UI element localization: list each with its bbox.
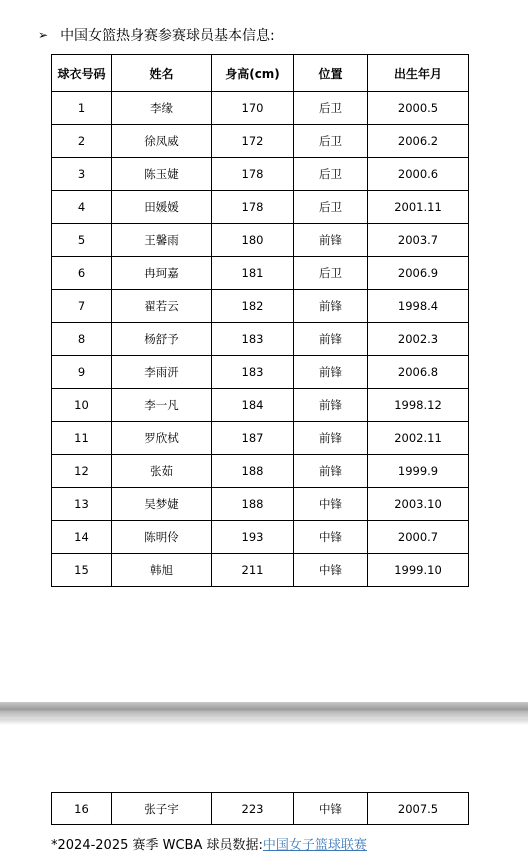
cell-jersey-number: 14 bbox=[52, 521, 112, 554]
page-break-shadow bbox=[0, 719, 528, 725]
cell-height: 188 bbox=[212, 455, 294, 488]
table-row bbox=[52, 257, 469, 290]
player-info-table bbox=[51, 54, 469, 587]
cell-birth-date: 2000.7 bbox=[368, 521, 469, 554]
cell-height: 181 bbox=[212, 257, 294, 290]
cell-name: 陈玉婕 bbox=[112, 158, 212, 191]
cell-jersey-number: 3 bbox=[52, 158, 112, 191]
cell-name: 吴梦婕 bbox=[112, 488, 212, 521]
cell-height: 187 bbox=[212, 422, 294, 455]
table-row bbox=[52, 290, 469, 323]
cell-jersey-number: 12 bbox=[52, 455, 112, 488]
cell-jersey-number: 7 bbox=[52, 290, 112, 323]
table-row bbox=[52, 793, 469, 825]
cell-jersey-number: 1 bbox=[52, 92, 112, 125]
cell-height: 223 bbox=[212, 793, 294, 825]
cell-position: 中锋 bbox=[294, 488, 368, 521]
cell-height: 183 bbox=[212, 323, 294, 356]
arrow-bullet-icon: ➢ bbox=[38, 28, 49, 42]
cell-birth-date: 2001.11 bbox=[368, 191, 469, 224]
table-row bbox=[52, 356, 469, 389]
cell-position: 前锋 bbox=[294, 389, 368, 422]
cell-jersey-number: 10 bbox=[52, 389, 112, 422]
table-row bbox=[52, 125, 469, 158]
cell-jersey-number: 4 bbox=[52, 191, 112, 224]
cell-jersey-number: 15 bbox=[52, 554, 112, 587]
header-birth-date: 出生年月 bbox=[368, 55, 469, 92]
cell-name: 翟若云 bbox=[112, 290, 212, 323]
player-info-table-continued bbox=[51, 792, 469, 825]
cell-position: 中锋 bbox=[294, 793, 368, 825]
cell-position: 中锋 bbox=[294, 554, 368, 587]
cell-position: 后卫 bbox=[294, 191, 368, 224]
table-row bbox=[52, 224, 469, 257]
cell-position: 后卫 bbox=[294, 158, 368, 191]
table-row bbox=[52, 521, 469, 554]
table-row bbox=[52, 191, 469, 224]
cell-height: 178 bbox=[212, 191, 294, 224]
cell-birth-date: 2003.7 bbox=[368, 224, 469, 257]
footnote bbox=[51, 834, 367, 853]
cell-position: 前锋 bbox=[294, 224, 368, 257]
cell-position: 前锋 bbox=[294, 356, 368, 389]
page-break-divider bbox=[0, 702, 528, 719]
cell-name: 张子宇 bbox=[112, 793, 212, 825]
table-row bbox=[52, 158, 469, 191]
cell-height: 180 bbox=[212, 224, 294, 257]
cell-name: 冉珂嘉 bbox=[112, 257, 212, 290]
cell-birth-date: 2002.3 bbox=[368, 323, 469, 356]
table-row bbox=[52, 323, 469, 356]
cell-height: 183 bbox=[212, 356, 294, 389]
cell-height: 178 bbox=[212, 158, 294, 191]
table-row bbox=[52, 455, 469, 488]
cell-jersey-number: 13 bbox=[52, 488, 112, 521]
cell-name: 陈明伶 bbox=[112, 521, 212, 554]
table-row bbox=[52, 389, 469, 422]
wcba-link[interactable]: 中国女子篮球联赛 bbox=[262, 838, 367, 853]
cell-birth-date: 2006.9 bbox=[368, 257, 469, 290]
cell-height: 188 bbox=[212, 488, 294, 521]
cell-name: 李一凡 bbox=[112, 389, 212, 422]
cell-birth-date: 1999.10 bbox=[368, 554, 469, 587]
cell-jersey-number: 16 bbox=[52, 793, 112, 825]
cell-position: 后卫 bbox=[294, 92, 368, 125]
cell-name: 徐凤威 bbox=[112, 125, 212, 158]
cell-height: 193 bbox=[212, 521, 294, 554]
header-height: 身高(cm) bbox=[212, 55, 294, 92]
header-name: 姓名 bbox=[112, 55, 212, 92]
cell-birth-date: 2006.8 bbox=[368, 356, 469, 389]
cell-jersey-number: 11 bbox=[52, 422, 112, 455]
section-heading bbox=[38, 24, 275, 46]
header-position: 位置 bbox=[294, 55, 368, 92]
cell-name: 李雨汧 bbox=[112, 356, 212, 389]
cell-name: 韩旭 bbox=[112, 554, 212, 587]
cell-name: 杨舒予 bbox=[112, 323, 212, 356]
cell-jersey-number: 6 bbox=[52, 257, 112, 290]
cell-name: 张茹 bbox=[112, 455, 212, 488]
cell-position: 后卫 bbox=[294, 125, 368, 158]
header-jersey-number: 球衣号码 bbox=[52, 55, 112, 92]
table-row bbox=[52, 422, 469, 455]
cell-position: 前锋 bbox=[294, 323, 368, 356]
cell-position: 前锋 bbox=[294, 455, 368, 488]
cell-birth-date: 2007.5 bbox=[368, 793, 469, 825]
cell-position: 前锋 bbox=[294, 422, 368, 455]
cell-jersey-number: 8 bbox=[52, 323, 112, 356]
cell-birth-date: 2000.6 bbox=[368, 158, 469, 191]
cell-height: 170 bbox=[212, 92, 294, 125]
table-header-row bbox=[52, 55, 469, 92]
cell-name: 李缘 bbox=[112, 92, 212, 125]
cell-birth-date: 2006.2 bbox=[368, 125, 469, 158]
cell-height: 172 bbox=[212, 125, 294, 158]
cell-position: 后卫 bbox=[294, 257, 368, 290]
table-row bbox=[52, 488, 469, 521]
cell-height: 184 bbox=[212, 389, 294, 422]
section-heading-text: 中国女篮热身赛参赛球员基本信息: bbox=[60, 28, 275, 44]
cell-birth-date: 2003.10 bbox=[368, 488, 469, 521]
cell-jersey-number: 5 bbox=[52, 224, 112, 257]
cell-name: 罗欣栻 bbox=[112, 422, 212, 455]
table-row bbox=[52, 92, 469, 125]
cell-height: 211 bbox=[212, 554, 294, 587]
cell-name: 王馨雨 bbox=[112, 224, 212, 257]
cell-birth-date: 1999.9 bbox=[368, 455, 469, 488]
cell-jersey-number: 9 bbox=[52, 356, 112, 389]
cell-birth-date: 2002.11 bbox=[368, 422, 469, 455]
cell-birth-date: 1998.4 bbox=[368, 290, 469, 323]
cell-position: 前锋 bbox=[294, 290, 368, 323]
cell-height: 182 bbox=[212, 290, 294, 323]
cell-birth-date: 2000.5 bbox=[368, 92, 469, 125]
cell-name: 田媛媛 bbox=[112, 191, 212, 224]
footnote-text: *2024-2025 赛季 WCBA 球员数据: bbox=[51, 838, 263, 853]
table-row bbox=[52, 554, 469, 587]
cell-birth-date: 1998.12 bbox=[368, 389, 469, 422]
cell-jersey-number: 2 bbox=[52, 125, 112, 158]
cell-position: 中锋 bbox=[294, 521, 368, 554]
